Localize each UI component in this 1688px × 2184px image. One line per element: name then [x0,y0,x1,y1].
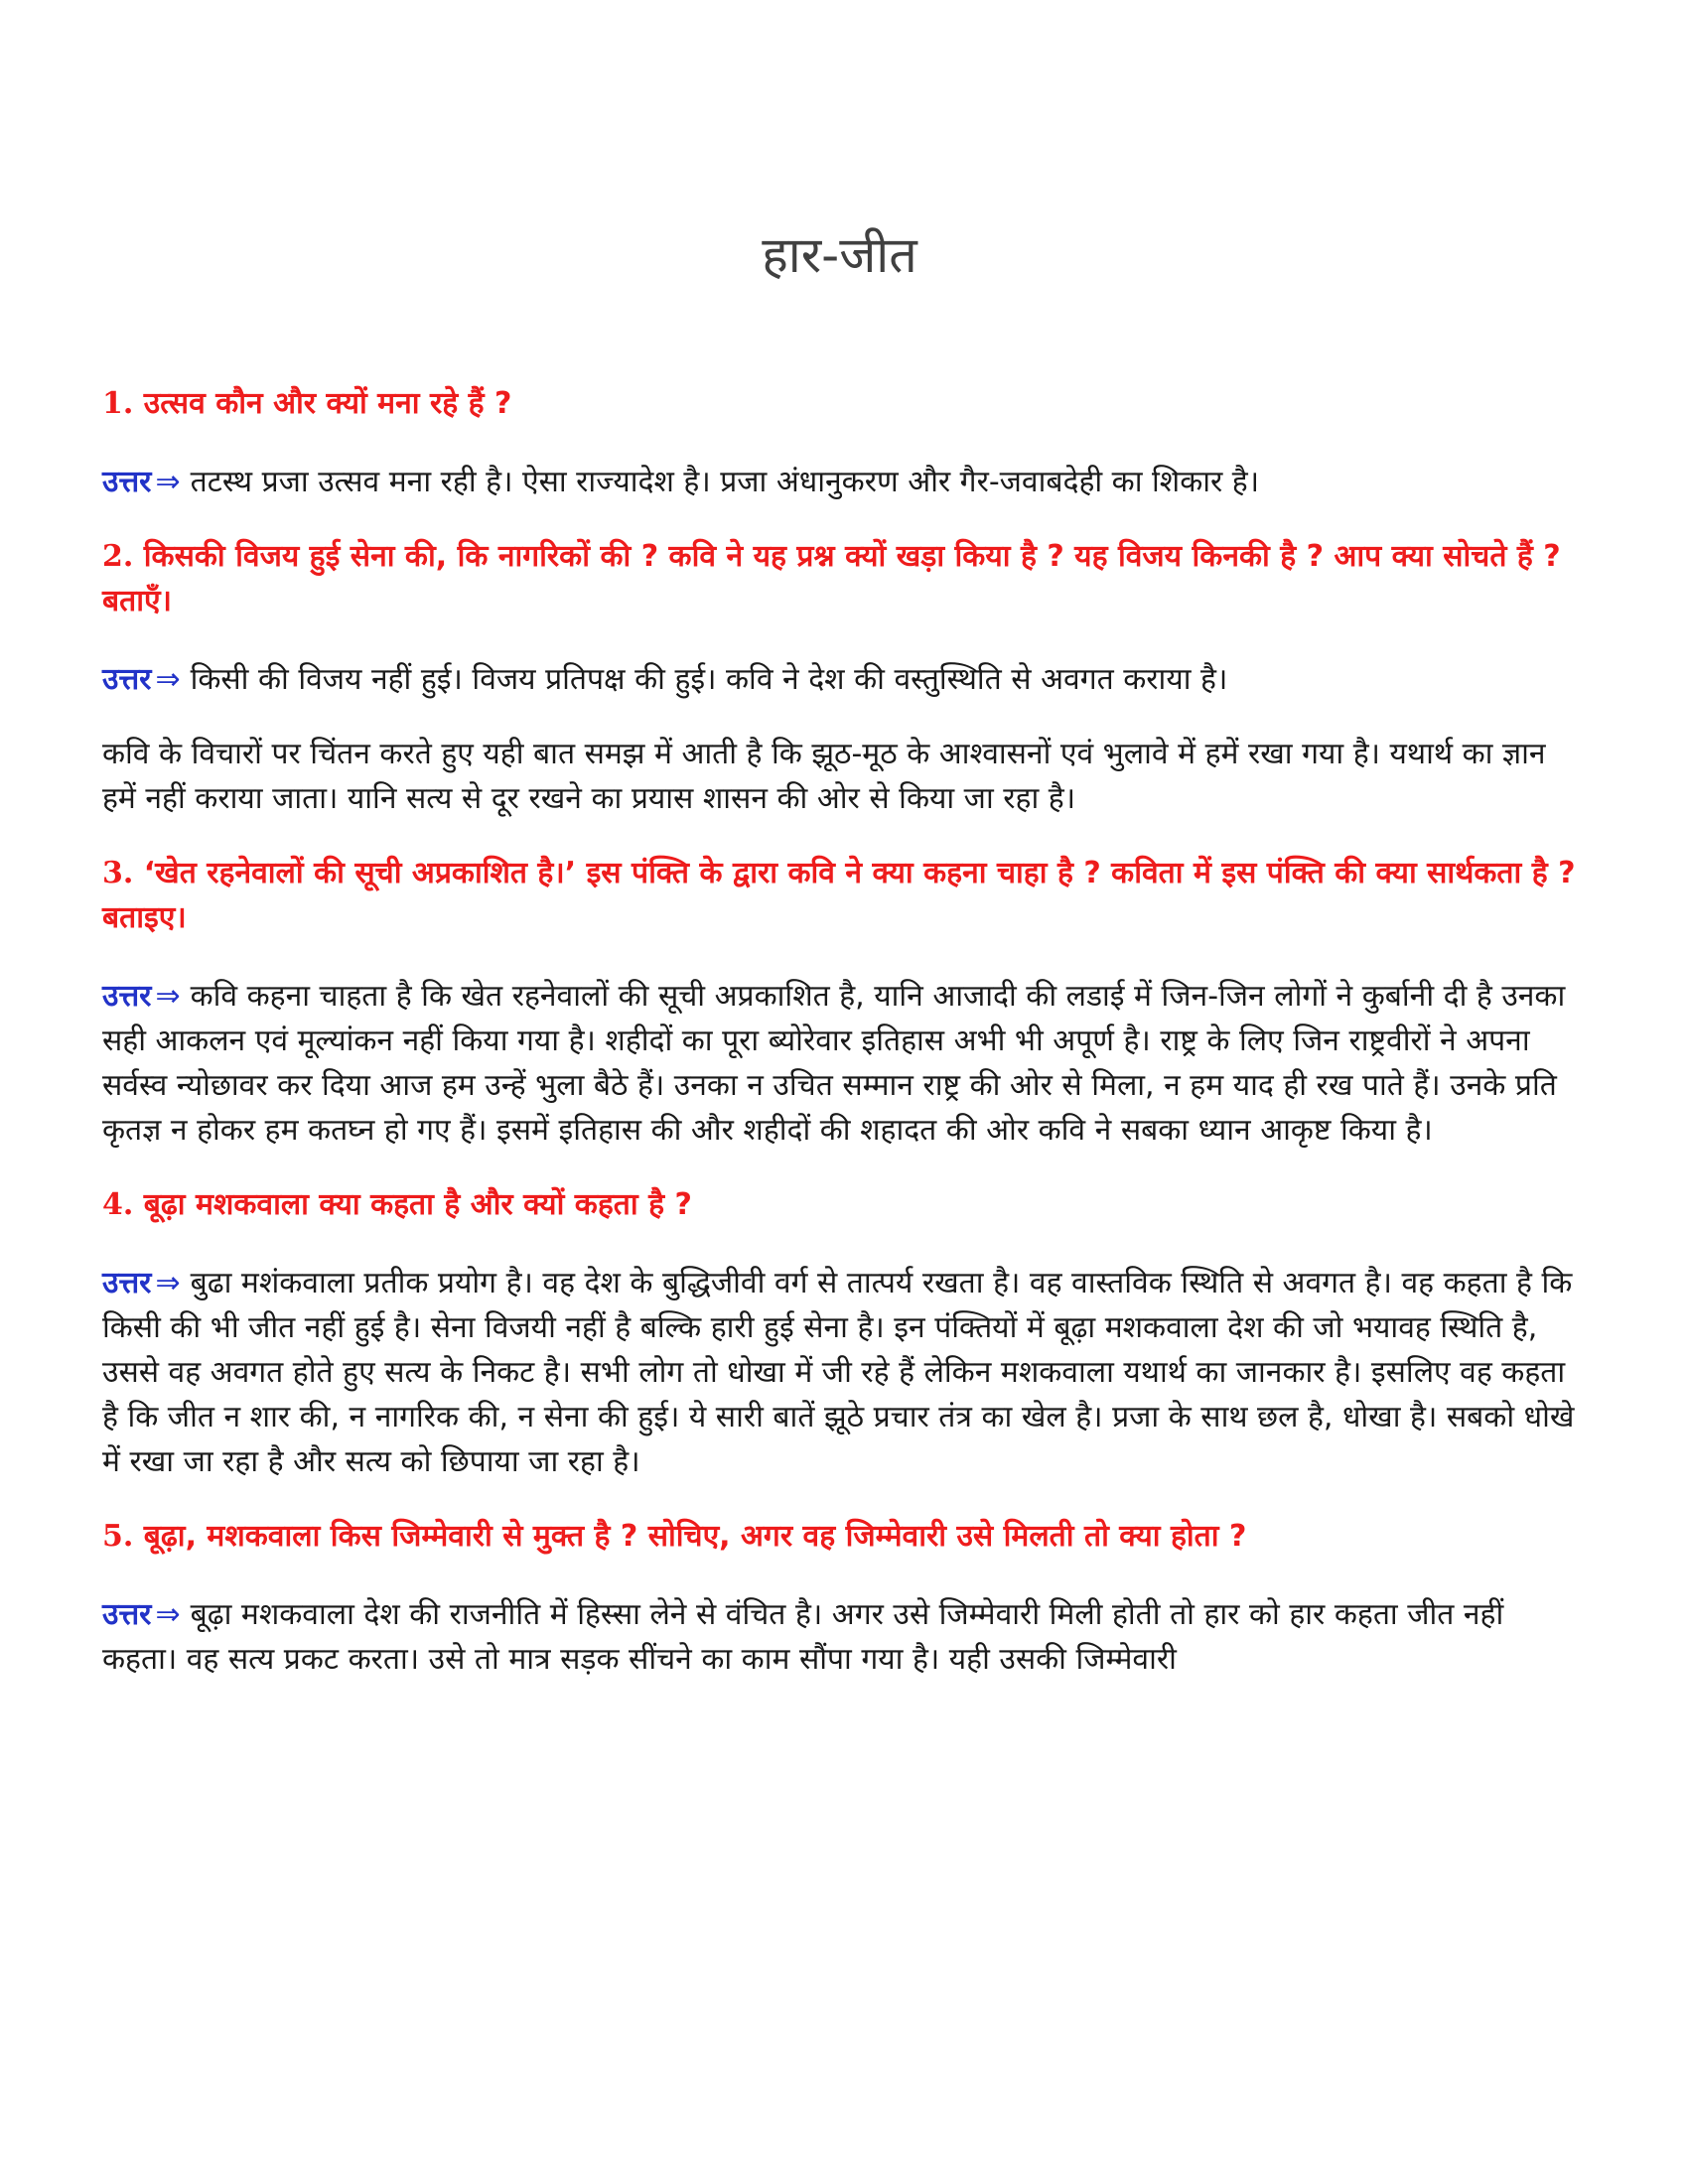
answer-label: उत्तर [102,662,152,697]
answer-label: उत्तर [102,1597,152,1632]
answer-text: तटस्थ प्रजा उत्सव मना रही है। ऐसा राज्यादेश है। प्रजा अंधानुकरण और गैर-जवाबदेही का शिकार है। [190,465,1260,499]
answer-label: उत्तर [102,465,152,499]
qa-item-4 [102,1182,1577,1484]
question-3 [102,851,1577,940]
answer-text: किसी की विजय नहीं हुई। विजय प्रतिपक्ष की हुई। कवि ने देश की वस्तुस्थिति से अवगत कराया है। [190,662,1228,697]
qa-item-3 [102,851,1577,1153]
question-text: किसकी विजय हुई सेना की, कि नागरिकों की ? कवि ने यह प्रश्न क्यों खड़ा किया है ? यह विजय किनकी है ? आप क्या सोचते हैं ? बताएँ। [102,539,1561,618]
right-arrow-icon: ⇒ [155,465,181,499]
question-number: 3. [102,856,134,890]
page-title: हार-जीत [762,226,917,284]
answer-text: बूढ़ा मशकवाला देश की राजनीति में हिस्सा लेने से वंचित है। अगर उसे जिम्मेवारी मिली होती तो हार को हार कहता जीत नहीं कहता। वह सत्य प्रकट करता। उसे तो मात्र सड़क सींचने का काम सौंपा गया है। यही उसकी जिम्मेवारी [102,1597,1504,1677]
answer-label: उत्तर [102,979,152,1014]
question-1 [102,381,1577,426]
question-number: 1. [102,386,134,421]
answer-4 [102,1261,1577,1484]
question-text: बूढ़ा मशकवाला क्या कहता है और क्यों कहता है ? [143,1187,692,1222]
right-arrow-icon: ⇒ [155,662,181,697]
question-text: बूढ़ा, मशकवाला किस जिम्मेवारी से मुक्त है ? सोचिए, अगर वह जिम्मेवारी उसे मिलती तो क्या होता ? [143,1519,1247,1554]
question-5 [102,1514,1577,1559]
qa-item-1 [102,381,1577,504]
answer-2 [102,657,1577,702]
answer-text: कवि कहना चाहता है कि खेत रहनेवालों की सूची अप्रकाशित है, यानि आजादी की लडाई में जिन-जिन लोगों ने कुर्बानी दी है उनका सही आकलन एवं मूल्यांकन नहीं किया गया है। शहीदों का पूरा ब्योरेवार इतिहास अभी भी अपूर्ण है। राष्ट्र के लिए जिन राष्ट्रवीरों ने अपना सर्वस्व न्योछावर कर दिया आज हम उन्हें भुला बैठे हैं। उनका न उचित सम्मान राष्ट्र की ओर से मिला, न हम याद ही रख पाते हैं। उनके प्रति कृतज्ञ न होकर हम कतघ्न हो गए हैं। इसमें इतिहास की और शहीदों की शहादत की ओर कवि ने सबका ध्यान आकृष्ट किया है। [102,979,1566,1148]
answer-2-continuation: कवि के विचारों पर चिंतन करते हुए यही बात समझ में आती है कि झूठ-मूठ के आश्वासनों एवं भुलावे में हमें रखा गया है। यथार्थ का ज्ञान हमें नहीं कराया जाता। यानि सत्य से दूर रखने का प्रयास शासन की ओर से किया जा रहा है। [102,737,1546,816]
question-text: ‘खेत रहनेवालों की सूची अप्रकाशित है।’ इस पंक्ति के द्वारा कवि ने क्या कहना चाहा है ? कविता में इस पंक्ति की क्या सार्थकता है ? बताइए। [102,856,1576,935]
qa-item-2 [102,534,1577,821]
question-2 [102,534,1577,623]
answer-5 [102,1592,1577,1682]
question-number: 5. [102,1519,134,1554]
question-number: 2. [102,539,134,574]
right-arrow-icon: ⇒ [155,979,181,1014]
qa-item-5 [102,1514,1577,1682]
answer-1 [102,460,1577,504]
answer-text: बुढा मशंकवाला प्रतीक प्रयोग है। वह देश के बुद्धिजीवी वर्ग से तात्पर्य रखता है। वह वास्तविक स्थिति से अवगत है। वह कहता है कि किसी की भी जीत नहीं हुई है। सेना विजयी नहीं है बल्कि हारी हुई सेना है। इन पंक्तियों में बूढ़ा मशकवाला देश की जो भयावह स्थिति है, उससे वह अवगत होते हुए सत्य के निकट है। सभी लोग तो धोखा में जी रहे हैं लेकिन मशकवाला यथार्थ का जानकार है। इसलिए वह कहता है कि जीत न शार की, न नागरिक की, न सेना की हुई। ये सारी बातें झूठे प्रचार तंत्र का खेल है। प्रजा के साथ छल है, धोखा है। सबको धोखे में रखा जा रहा है और सत्य को छिपाया जा रहा है। [102,1266,1575,1479]
answer-label: उत्तर [102,1266,152,1300]
question-text: उत्सव कौन और क्यों मना रहे हैं ? [143,386,512,421]
right-arrow-icon: ⇒ [155,1266,181,1300]
right-arrow-icon: ⇒ [155,1597,181,1632]
answer-3 [102,974,1577,1153]
question-4 [102,1182,1577,1227]
question-number: 4. [102,1187,134,1222]
